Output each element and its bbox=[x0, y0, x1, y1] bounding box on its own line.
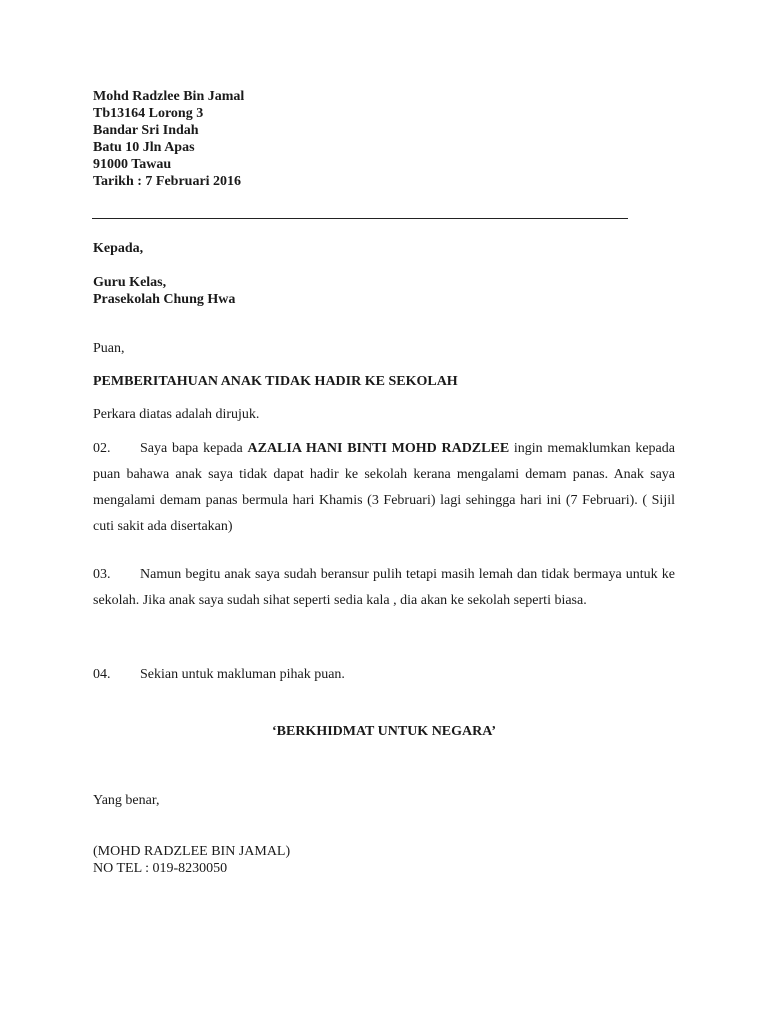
paragraph-03 bbox=[93, 562, 675, 614]
reference-line: Perkara diatas adalah dirujuk. bbox=[93, 407, 260, 422]
signatory-phone: NO TEL : 019-8230050 bbox=[93, 861, 228, 876]
sender-name: Mohd Radzlee Bin Jamal bbox=[93, 89, 245, 104]
paragraph-04 bbox=[93, 662, 675, 688]
paragraph-text: ingin memaklumkan kepada puan bahawa anak saya tidak dapat hadir ke sekolah kerana mengalami demam panas. Anak saya mengalami demam panas bermula hari Khamis (3 Februari) lagi sehingga hari ini (7 Februari). ( Sijil cuti sakit ada disertakan) bbox=[93, 441, 675, 534]
paragraph-number: 04. bbox=[93, 667, 111, 682]
closing: Yang benar, bbox=[93, 793, 160, 808]
recipient-school: Prasekolah Chung Hwa bbox=[93, 292, 236, 307]
sender-address-line: Batu 10 Jln Apas bbox=[93, 140, 195, 155]
paragraph-text: Saya bapa kepada bbox=[140, 441, 248, 456]
letter-date: Tarikh : 7 Februari 2016 bbox=[93, 174, 242, 189]
greeting: Puan, bbox=[93, 341, 125, 356]
signature-block bbox=[93, 843, 290, 877]
paragraph-text: Sekian untuk makluman pihak puan. bbox=[140, 667, 345, 682]
recipient-block bbox=[93, 274, 235, 308]
header-divider bbox=[92, 218, 628, 219]
sender-address-line: Tb13164 Lorong 3 bbox=[93, 106, 204, 121]
paragraph-number: 02. bbox=[93, 441, 111, 456]
sender-address-block bbox=[93, 88, 244, 190]
signatory-name: (MOHD RADZLEE BIN JAMAL) bbox=[93, 844, 291, 859]
paragraph-text: Namun begitu anak saya sudah beransur pulih tetapi masih lemah dan tidak bermaya untuk ke sekolah. Jika anak saya sudah sihat seperti sedia kala , dia akan ke sekolah seperti biasa. bbox=[93, 567, 675, 608]
letter-subject: PEMBERITAHUAN ANAK TIDAK HADIR KE SEKOLAH bbox=[93, 374, 458, 389]
motto: ‘BERKHIDMAT UNTUK NEGARA’ bbox=[271, 724, 496, 739]
paragraph-number: 03. bbox=[93, 567, 111, 582]
recipient-title: Guru Kelas, bbox=[93, 275, 167, 290]
child-name: AZALIA HANI BINTI MOHD RADZLEE bbox=[247, 441, 510, 456]
recipient-to-label: Kepada, bbox=[93, 241, 144, 256]
sender-address-line: Bandar Sri Indah bbox=[93, 123, 199, 138]
sender-postcode-city: 91000 Tawau bbox=[93, 157, 172, 172]
paragraph-02 bbox=[93, 436, 675, 540]
